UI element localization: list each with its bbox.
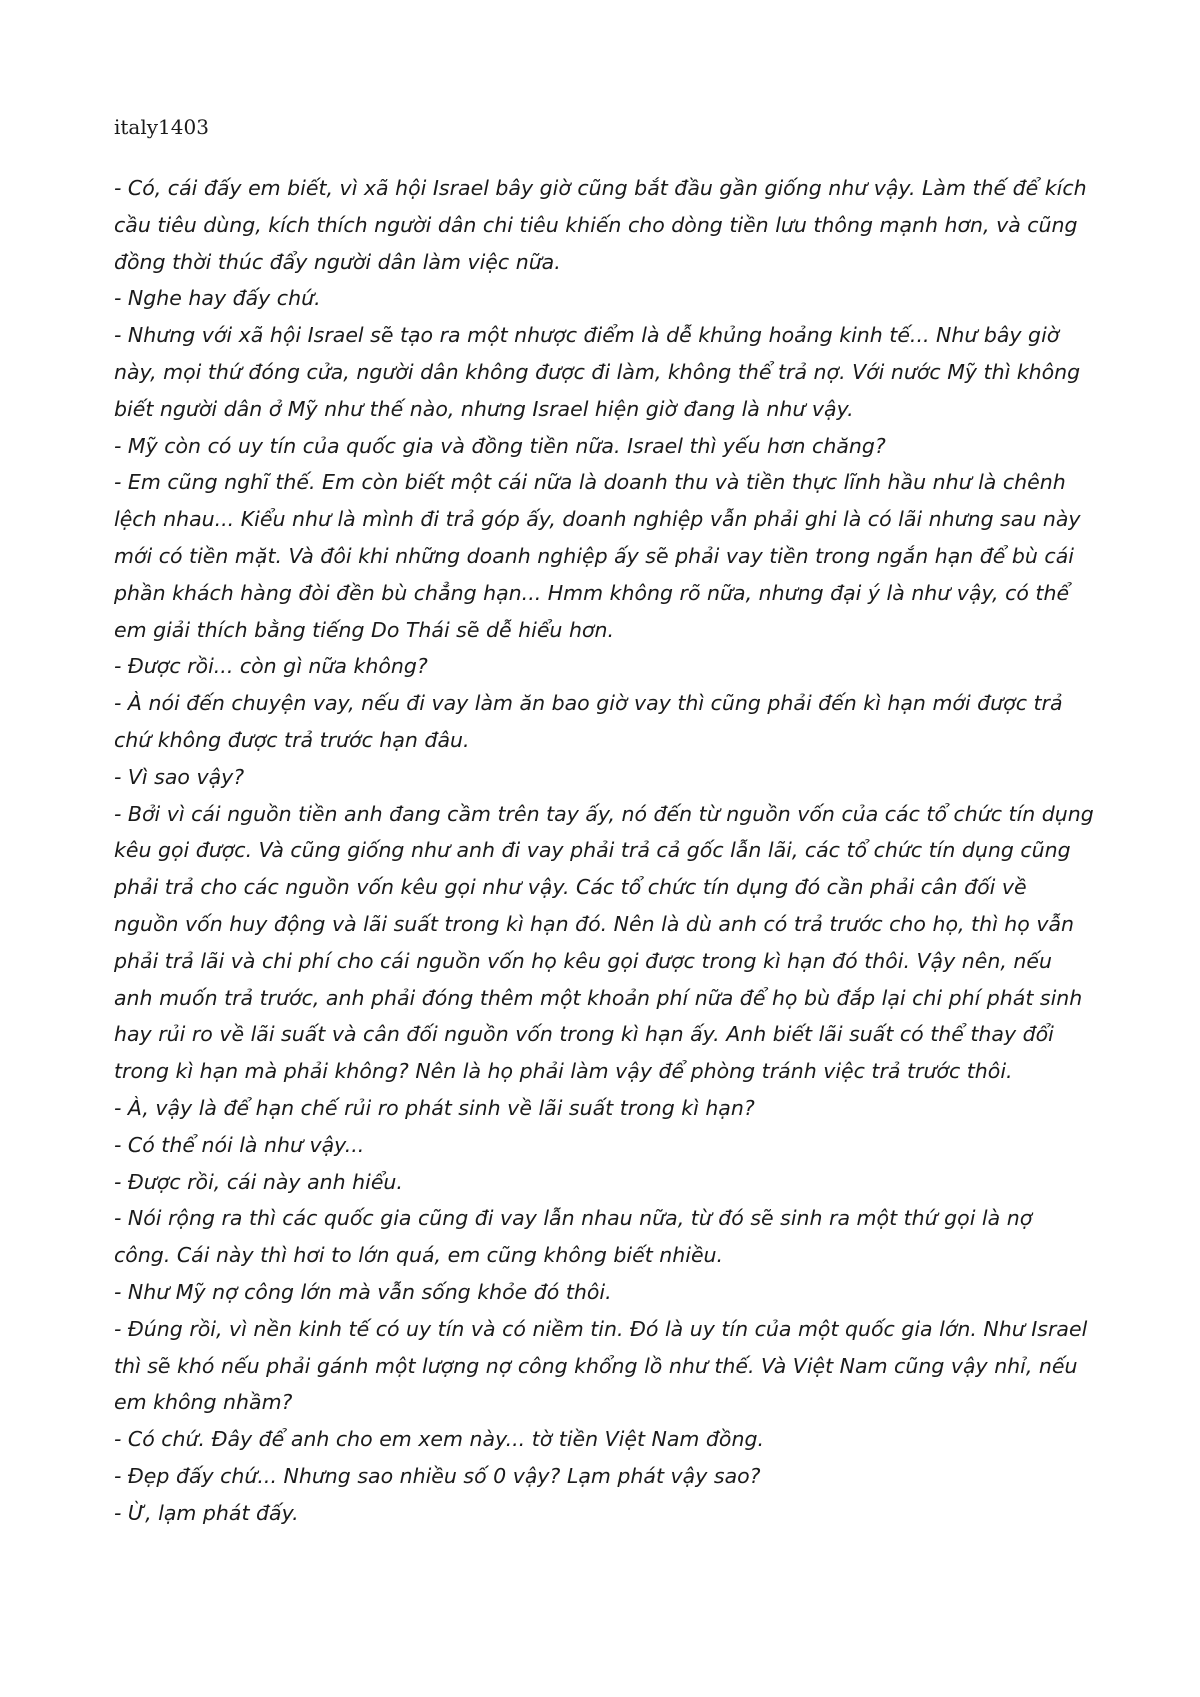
dialogue-paragraph: - Như Mỹ nợ công lớn mà vẫn sống khỏe đó thôi. [114, 1279, 612, 1304]
dialogue-paragraph: - Đúng rồi, vì nền kinh tế có uy tín và có niềm tin. Đó là uy tín của một quốc gia lớn. Như Israel thì sẽ khó nếu phải gánh một lượng nợ công khổng lồ như thế. Và Việt Nam cũng vậy nhỉ, nếu em không nhầm? [114, 1316, 1088, 1415]
dialogue-paragraph: - Có thể nói là như vậy... [114, 1132, 365, 1157]
dialogue-paragraph: - Bởi vì cái nguồn tiền anh đang cầm trên tay ấy, nó đến từ nguồn vốn của các tổ chức tín dụng kêu gọi được. Và cũng giống như anh đi vay phải trả cả gốc lẫn lãi, các tổ chức tín dụng cũng phải trả cho các nguồn vốn kêu gọi như vậy. Các tổ chức tín dụng đó cần phải cân đối về nguồn vốn huy động và lãi suất trong kì hạn đó. Nên là dù anh có trả trước cho họ, thì họ vẫn phải trả lãi và chi phí cho cái nguồn vốn họ kêu gọi được trong kì hạn đó thôi. Vậy nên, nếu anh muốn trả trước, anh phải đóng thêm một khoản phí nữa để họ bù đắp lại chi phí phát sinh hay rủi ro về lãi suất và cân đối nguồn vốn trong kì hạn ấy. Anh biết lãi suất có thể thay đổi trong kì hạn mà phải không? Nên là họ phải làm vậy để phòng tránh việc trả trước thôi. [114, 801, 1094, 1084]
dialogue-paragraph: - Vì sao vậy? [114, 764, 245, 789]
dialogue-paragraph: - Em cũng nghĩ thế. Em còn biết một cái nữa là doanh thu và tiền thực lĩnh hầu như là chênh lệch nhau... Kiểu như là mình đi trả góp ấy, doanh nghiệp vẫn phải ghi là có lãi nhưng sau này mới có tiền mặt. Và đôi khi những doanh nghiệp ấy sẽ phải vay tiền trong ngắn hạn để bù cái phần khách hàng đòi đền bù chẳng hạn... Hmm không rõ nữa, nhưng đại ý là như vậy, có thể em giải thích bằng tiếng Do Thái sẽ dễ hiểu hơn. [114, 470, 1081, 642]
dialogue-paragraph: - Mỹ còn có uy tín của quốc gia và đồng tiền nữa. Israel thì yếu hơn chăng? [114, 433, 886, 458]
dialogue-paragraph: - Nói rộng ra thì các quốc gia cũng đi vay lẫn nhau nữa, từ đó sẽ sinh ra một thứ gọi là nợ công. Cái này thì hơi to lớn quá, em cũng không biết nhiều. [114, 1206, 1033, 1268]
dialogue-paragraph: - Có, cái đấy em biết, vì xã hội Israel bây giờ cũng bắt đầu gần giống như vậy. Làm thế để kích cầu tiêu dùng, kích thích người dân chi tiêu khiến cho dòng tiền lưu thông mạnh hơn, và cũng đồng thời thúc đẩy người dân làm việc nữa. [114, 176, 1087, 274]
dialogue-paragraph: - Được rồi... còn gì nữa không? [114, 654, 428, 679]
dialogue-paragraph: - Được rồi, cái này anh hiểu. [114, 1169, 403, 1194]
dialogue-paragraph: - À, vậy là để hạn chế rủi ro phát sinh về lãi suất trong kì hạn? [114, 1095, 755, 1120]
dialogue-paragraph: - Có chứ. Đây để anh cho em xem này... tờ tiền Việt Nam đồng. [114, 1427, 764, 1452]
dialogue-paragraph: - Đẹp đấy chứ... Nhưng sao nhiều số 0 vậy? Lạm phát vậy sao? [114, 1463, 761, 1488]
dialogue-paragraph: - Ừ, lạm phát đấy. [114, 1500, 299, 1525]
dialogue-paragraph: - Nhưng với xã hội Israel sẽ tạo ra một nhược điểm là dễ khủng hoảng kinh tế... Như bây giờ này, mọi thứ đóng cửa, người dân không được đi làm, không thể trả nợ. Với nước Mỹ thì không biết người dân ở Mỹ như thế nào, nhưng Israel hiện giờ đang là như vậy. [114, 323, 1081, 421]
author-header: italy1403 [114, 115, 209, 139]
dialogue-body [114, 170, 1094, 1531]
dialogue-paragraph: - À nói đến chuyện vay, nếu đi vay làm ăn bao giờ vay thì cũng phải đến kì hạn mới được trả chứ không được trả trước hạn đâu. [114, 691, 1063, 752]
dialogue-paragraph: - Nghe hay đấy chứ. [114, 286, 321, 311]
